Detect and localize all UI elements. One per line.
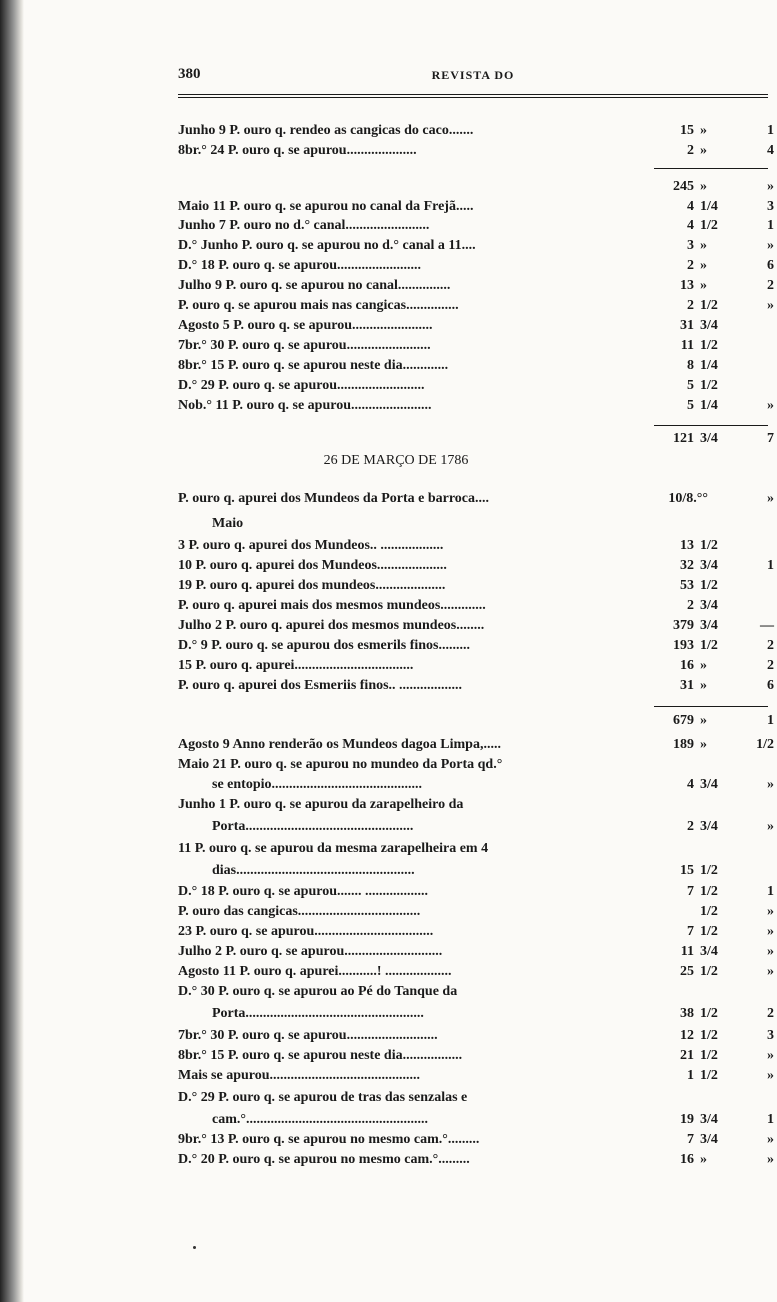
amount-fraction: 3/4 bbox=[700, 558, 718, 573]
entry-text: D.° 20 P. ouro q. se apurou no mesmo cam.°......... bbox=[178, 1152, 470, 1167]
entry-text: D.° 18 P. ouro q. se apurou....... .................. bbox=[178, 884, 428, 899]
amount-oitavas: 16 bbox=[680, 1152, 694, 1167]
entry-text: P. ouro q. apurei dos Mundeos da Porta e barroca.... bbox=[178, 491, 490, 506]
amount-vintens: » bbox=[767, 1068, 774, 1083]
amount-oitavas: 4 bbox=[687, 199, 694, 214]
amount-vintens: 1 bbox=[767, 123, 774, 138]
entry-text: dias................................................... bbox=[212, 863, 415, 878]
amount-fraction: 1/4 bbox=[700, 398, 718, 413]
amount-fraction: 1/2 bbox=[700, 884, 718, 899]
amount-vintens: 1 bbox=[767, 218, 774, 233]
entry-text: 8br.° 24 P. ouro q. se apurou.................... bbox=[178, 143, 417, 158]
amount-vintens: » bbox=[767, 777, 774, 792]
amount-fraction: 1/2 bbox=[700, 1006, 718, 1021]
running-title: REVISTA DO bbox=[431, 68, 515, 82]
amount-fraction: 1/2 bbox=[700, 1068, 718, 1083]
amount-fraction: 3/4 bbox=[700, 318, 718, 333]
amount-fraction: 1/4 bbox=[700, 358, 718, 373]
entry-text: Maio 21 P. ouro q. se apurou no mundeo da Porta qd.° bbox=[178, 757, 503, 772]
amount-fraction: 1/2 bbox=[700, 378, 718, 393]
amount-oitavas: 121 bbox=[673, 431, 694, 446]
entry-text: D.° 29 P. ouro q. se apurou de tras das senzalas e bbox=[178, 1090, 468, 1105]
amount-vintens: » bbox=[767, 179, 774, 194]
entry-text: Junho 7 P. ouro no d.° canal........................ bbox=[178, 218, 430, 233]
entry-text: Julho 2 P. ouro q. se apurou............................ bbox=[178, 944, 443, 959]
entry-text: 7br.° 30 P. ouro q. se apurou........................ bbox=[178, 338, 431, 353]
amount-oitavas: 7 bbox=[687, 884, 694, 899]
amount-vintens: 1 bbox=[767, 713, 774, 728]
amount-oitavas: 4 bbox=[687, 777, 694, 792]
amount-fraction: 3/4 bbox=[700, 1132, 718, 1147]
entry-text: Maio bbox=[212, 516, 244, 531]
amount-oitavas: 2 bbox=[687, 298, 694, 313]
amount-fraction: 1/2 bbox=[700, 1048, 718, 1063]
amount-fraction: » bbox=[700, 1152, 707, 1167]
amount-fraction: » bbox=[700, 713, 707, 728]
entry-text: 23 P. ouro q. se apurou.................................. bbox=[178, 924, 434, 939]
amount-oitavas: 31 bbox=[680, 318, 694, 333]
entry-text: 11 P. ouro q. se apurou da mesma zarapelheira em 4 bbox=[178, 841, 489, 856]
amount-fraction: » bbox=[700, 658, 707, 673]
amount-fraction: 1/2 bbox=[700, 638, 718, 653]
amount-oitavas: 679 bbox=[673, 713, 694, 728]
amount-fraction: » bbox=[700, 678, 707, 693]
entry-text: Junho 1 P. ouro q. se apurou da zarapelheiro da bbox=[178, 797, 464, 812]
entry-text: cam.°.................................................... bbox=[212, 1112, 428, 1127]
entry-text: 10 P. ouro q. apurei dos Mundeos.................... bbox=[178, 558, 447, 573]
entry-text: D.° 30 P. ouro q. se apurou ao Pé do Tanque da bbox=[178, 984, 458, 999]
page-number: 380 bbox=[178, 66, 201, 82]
amount-oitavas: 193 bbox=[673, 638, 694, 653]
entry-text: P. ouro q. se apurou mais nas cangicas............... bbox=[178, 298, 459, 313]
amount-oitavas: 5 bbox=[687, 378, 694, 393]
entry-text: 3 P. ouro q. apurei dos Mundeos.. .................. bbox=[178, 538, 444, 553]
amount-oitavas: 13 bbox=[680, 538, 694, 553]
amount-oitavas: 15 bbox=[680, 863, 694, 878]
amount-oitavas: 11 bbox=[680, 338, 694, 353]
entry-text: D.° 18 P. ouro q. se apurou........................ bbox=[178, 258, 421, 273]
ink-speck bbox=[193, 1246, 196, 1249]
amount-oitavas: 2 bbox=[687, 598, 694, 613]
amount-oitavas: 245 bbox=[673, 179, 694, 194]
amount-oitavas: 8 bbox=[687, 358, 694, 373]
amount-fraction: » bbox=[700, 258, 707, 273]
section-heading: 26 DE MARÇO DE 1786 bbox=[323, 453, 469, 468]
amount-vintens: 2 bbox=[767, 1006, 774, 1021]
amount-oitavas: 11 bbox=[680, 944, 694, 959]
amount-oitavas: 379 bbox=[673, 618, 694, 633]
entry-text: 15 P. ouro q. apurei.................................. bbox=[178, 658, 414, 673]
amount-fraction: 3/4 bbox=[700, 819, 718, 834]
amount-oitavas: 4 bbox=[687, 218, 694, 233]
amount-vintens: 2 bbox=[767, 638, 774, 653]
amount-vintens: 2 bbox=[767, 658, 774, 673]
entry-text: Julho 9 P. ouro q. se apurou no canal............... bbox=[178, 278, 451, 293]
amount-oitavas: 13 bbox=[680, 278, 694, 293]
amount-fraction: 1/2 bbox=[700, 964, 718, 979]
amount-vintens: » bbox=[767, 238, 774, 253]
entry-text: D.° Junho P. ouro q. se apurou no d.° canal a 11.... bbox=[178, 238, 476, 253]
entry-text: 7br.° 30 P. ouro q. se apurou.......................... bbox=[178, 1028, 438, 1043]
amount-vintens: » bbox=[767, 1048, 774, 1063]
amount-fraction: 1/2 bbox=[700, 904, 718, 919]
amount-oitavas: 21 bbox=[680, 1048, 694, 1063]
amount-oitavas: 32 bbox=[680, 558, 694, 573]
amount-fraction: 1/2 bbox=[700, 578, 718, 593]
amount-oitavas: 16 bbox=[680, 658, 694, 673]
amount-oitavas: 25 bbox=[680, 964, 694, 979]
entry-text: Porta................................................ bbox=[212, 819, 414, 834]
amount-vintens: 1 bbox=[767, 884, 774, 899]
amount-vintens: » bbox=[767, 944, 774, 959]
entry-text: P. ouro das cangicas................................... bbox=[178, 904, 421, 919]
amount-fraction: 3/4 bbox=[700, 777, 718, 792]
amount-fraction: » bbox=[700, 179, 707, 194]
amount-oitavas: 2 bbox=[687, 819, 694, 834]
amount-fraction: » bbox=[700, 238, 707, 253]
entry-text: D.° 9 P. ouro q. se apurou dos esmerils finos......... bbox=[178, 638, 470, 653]
amount-fraction: » bbox=[700, 143, 707, 158]
entry-text: 19 P. ouro q. apurei dos mundeos.................... bbox=[178, 578, 446, 593]
amount-vintens: » bbox=[767, 1132, 774, 1147]
amount-vintens: 7 bbox=[767, 431, 774, 446]
entry-text: Nob.° 11 P. ouro q. se apurou....................... bbox=[178, 398, 432, 413]
entry-text: Maio 11 P. ouro q. se apurou no canal da Frejã..... bbox=[178, 199, 474, 214]
amount-fraction: 1/2 bbox=[700, 924, 718, 939]
amount-oitavas: 2 bbox=[687, 143, 694, 158]
amount-vintens: 6 bbox=[767, 258, 774, 273]
amount-vintens: » bbox=[767, 298, 774, 313]
amount-oitavas: 3 bbox=[687, 238, 694, 253]
amount-fraction: 1/2 bbox=[700, 538, 718, 553]
amount-vintens: 3 bbox=[767, 199, 774, 214]
amount-vintens: » bbox=[767, 904, 774, 919]
amount-oitavas: 189 bbox=[673, 737, 694, 752]
amount-fraction: 1/2 bbox=[700, 218, 718, 233]
entry-text: 8br.° 15 P. ouro q. se apurou neste dia............. bbox=[178, 358, 449, 373]
amount-oitavas: 10/8.°° bbox=[668, 491, 708, 506]
amount-vintens: 1/2 bbox=[756, 737, 774, 752]
amount-fraction: 1/2 bbox=[700, 1028, 718, 1043]
amount-oitavas: 53 bbox=[680, 578, 694, 593]
entry-text: Mais se apurou........................................... bbox=[178, 1068, 421, 1083]
amount-fraction: 1/2 bbox=[700, 338, 718, 353]
amount-fraction: 1/4 bbox=[700, 199, 718, 214]
entry-text: Julho 2 P. ouro q. apurei dos mesmos mundeos........ bbox=[178, 618, 485, 633]
amount-oitavas: 7 bbox=[687, 1132, 694, 1147]
amount-vintens: » bbox=[767, 1152, 774, 1167]
entry-text: 8br.° 15 P. ouro q. se apurou neste dia................. bbox=[178, 1048, 463, 1063]
entry-text: Agosto 5 P. ouro q. se apurou....................... bbox=[178, 318, 433, 333]
amount-fraction: 1/2 bbox=[700, 298, 718, 313]
amount-vintens: » bbox=[767, 491, 774, 506]
amount-oitavas: 5 bbox=[687, 398, 694, 413]
amount-vintens: 4 bbox=[767, 143, 774, 158]
amount-fraction: 3/4 bbox=[700, 1112, 718, 1127]
amount-vintens: » bbox=[767, 964, 774, 979]
amount-vintens: » bbox=[767, 398, 774, 413]
amount-fraction: » bbox=[700, 737, 707, 752]
amount-vintens: — bbox=[760, 618, 774, 633]
entry-text: Agosto 9 Anno renderão os Mundeos dagoa Limpa,..... bbox=[178, 737, 501, 752]
amount-fraction: » bbox=[700, 278, 707, 293]
entry-text: P. ouro q. apurei dos Esmeriis finos.. .................. bbox=[178, 678, 463, 693]
amount-oitavas: 38 bbox=[680, 1006, 694, 1021]
amount-vintens: 3 bbox=[767, 1028, 774, 1043]
entry-text: P. ouro q. apurei mais dos mesmos mundeos............. bbox=[178, 598, 486, 613]
amount-oitavas: 15 bbox=[680, 123, 694, 138]
amount-vintens: 6 bbox=[767, 678, 774, 693]
entry-text: se entopio........................................... bbox=[212, 777, 422, 792]
amount-oitavas: 7 bbox=[687, 924, 694, 939]
amount-fraction: » bbox=[700, 123, 707, 138]
entry-text: Agosto 11 P. ouro q. apurei...........! ................... bbox=[178, 964, 452, 979]
amount-vintens: » bbox=[767, 819, 774, 834]
amount-fraction: 3/4 bbox=[700, 944, 718, 959]
amount-vintens: 1 bbox=[767, 1112, 774, 1127]
amount-oitavas: 2 bbox=[687, 258, 694, 273]
entry-text: D.° 29 P. ouro q. se apurou......................... bbox=[178, 378, 425, 393]
amount-fraction: 3/4 bbox=[700, 598, 718, 613]
amount-vintens: » bbox=[767, 924, 774, 939]
entry-text: Porta................................................... bbox=[212, 1006, 424, 1021]
amount-fraction: 3/4 bbox=[700, 618, 718, 633]
amount-oitavas: 31 bbox=[680, 678, 694, 693]
amount-fraction: 3/4 bbox=[700, 431, 718, 446]
amount-oitavas: 1 bbox=[687, 1068, 694, 1083]
amount-oitavas: 19 bbox=[680, 1112, 694, 1127]
entry-text: 9br.° 13 P. ouro q. se apurou no mesmo cam.°......... bbox=[178, 1132, 480, 1147]
amount-vintens: 1 bbox=[767, 558, 774, 573]
entry-text: Junho 9 P. ouro q. rendeo as cangicas do caco....... bbox=[178, 123, 474, 138]
amount-fraction: 1/2 bbox=[700, 863, 718, 878]
amount-vintens: 2 bbox=[767, 278, 774, 293]
amount-oitavas: 12 bbox=[680, 1028, 694, 1043]
